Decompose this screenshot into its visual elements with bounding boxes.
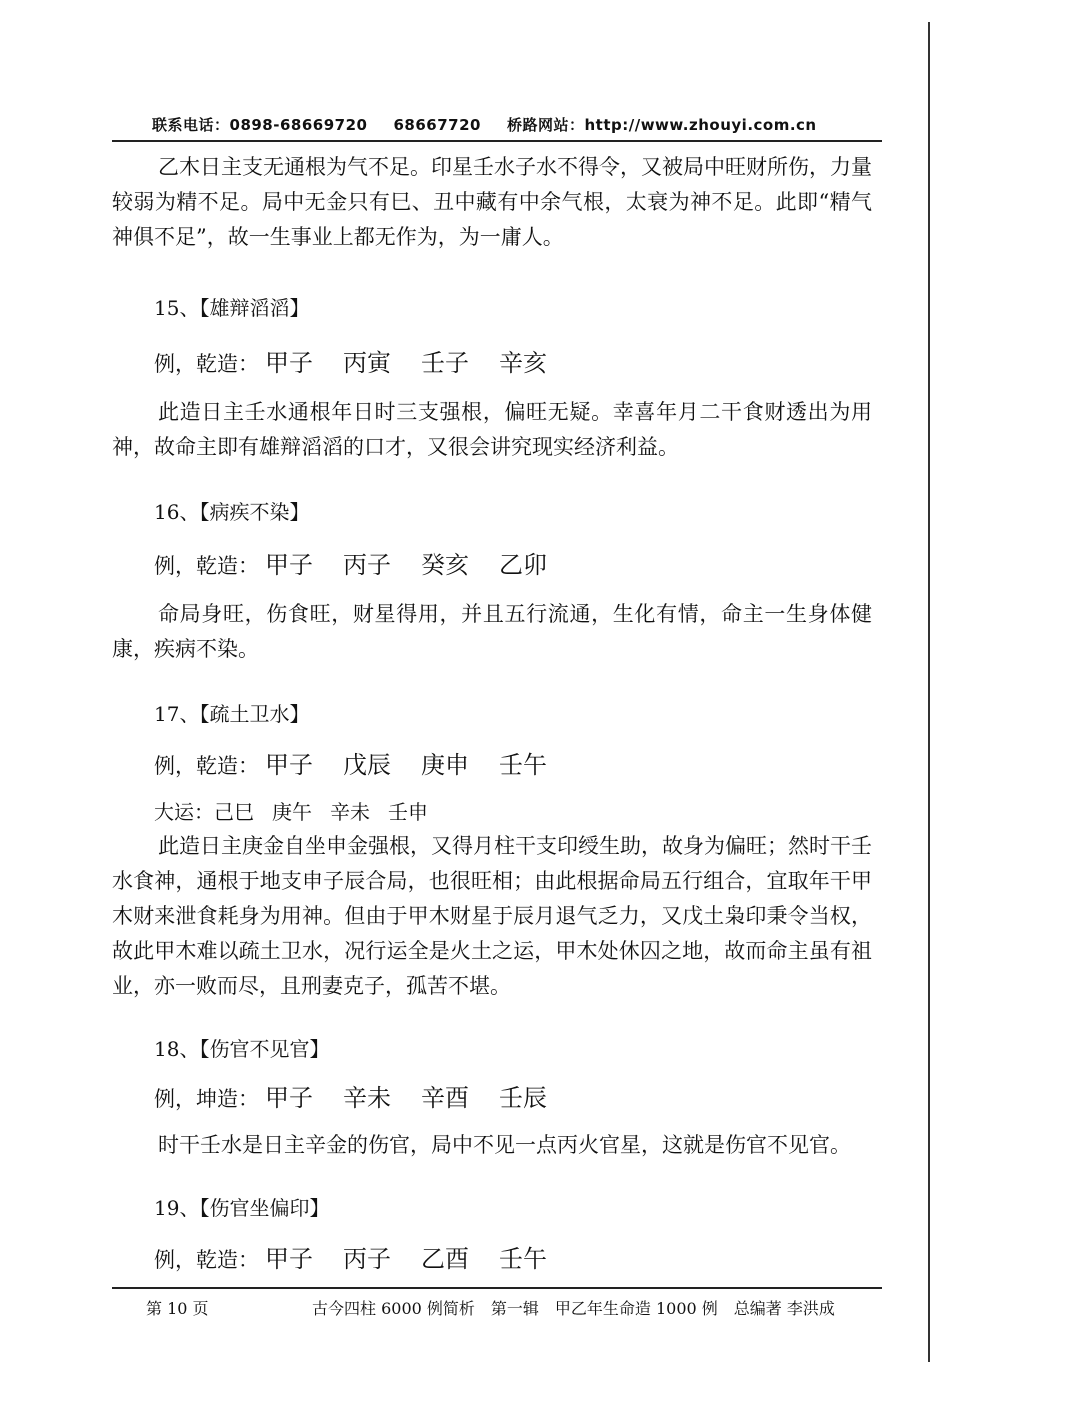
section-title-17: 17、【疏土卫水】 [154,702,310,726]
header-phone-2: 68667720 [393,116,481,134]
pillar-year: 甲子 [265,1084,313,1112]
pillar-day: 癸亥 [421,551,469,579]
page-header [152,114,817,135]
page-body [112,150,872,1279]
luck-pillar: 庚午 [272,800,312,824]
chart-label: 例，乾造： [154,352,259,376]
pillar-year: 甲子 [265,751,313,779]
pillar-day: 辛酉 [421,1084,469,1112]
chart-label: 例，乾造： [154,754,259,778]
luck-label: 大运： [154,800,214,824]
pillar-hour: 壬午 [499,1245,547,1273]
pillar-month: 戊辰 [343,751,391,779]
section-title-16: 16、【病疾不染】 [154,500,310,524]
section-text-15: 此造日主壬水通根年日时三支强根，偏旺无疑。幸喜年月二干食财透出为用神，故命主即有雄辩滔滔的口才，又很会讲究现实经济利益。 [112,400,872,459]
pillar-month: 丙子 [343,551,391,579]
intro-paragraph: 乙木日主支无通根为气不足。印星壬水子水不得令，又被局中旺财所伤，力量较弱为精不足。局中无金只有巳、丑中藏有中余气根，太衰为神不足。此即“精气神俱不足”，故一生事业上都无作为，为一庸人。 [112,155,872,249]
pillar-hour: 乙卯 [499,551,547,579]
luck-pillar: 壬申 [388,800,428,824]
section-text-16: 命局身旺，伤食旺，财星得用，并且五行流通，生化有情，命主一生身体健康，疾病不染。 [112,602,872,661]
pillar-day: 乙酉 [421,1245,469,1273]
chart-pillars-16 [112,545,872,585]
pillar-hour: 壬辰 [499,1084,547,1112]
chart-pillars-17 [112,745,872,785]
pillar-day: 壬子 [421,349,469,377]
pillar-year: 甲子 [265,551,313,579]
pillar-year: 甲子 [265,1245,313,1273]
pillar-month: 丙寅 [343,349,391,377]
chart-label: 例，乾造： [154,554,259,578]
right-margin-rule [928,22,930,1362]
chart-label: 例，坤造： [154,1087,259,1111]
header-divider [112,140,882,142]
header-phone: 联系电话：0898-68669720 [152,116,368,134]
section-title-18: 18、【伤官不见官】 [154,1037,330,1061]
luck-pillars-17 [112,795,872,829]
chart-pillars-19 [112,1239,872,1279]
chart-pillars-15 [112,343,872,383]
luck-pillar: 辛未 [330,800,370,824]
chart-label: 例，乾造： [154,1248,259,1272]
pillar-month: 辛未 [343,1084,391,1112]
luck-pillar: 己巳 [214,800,254,824]
page-number: 第 10 页 [146,1299,209,1318]
section-title-15: 15、【雄辩滔滔】 [154,296,310,320]
chart-pillars-18 [112,1078,872,1118]
section-text-18: 时干壬水是日主辛金的伤官，局中不见一点丙火官星，这就是伤官不见官。 [158,1133,851,1157]
pillar-year: 甲子 [265,349,313,377]
header-website: 桥路网站：http://www.zhouyi.com.cn [506,116,817,134]
section-title-19: 19、【伤官坐偏印】 [154,1196,330,1220]
pillar-hour: 辛亥 [499,349,547,377]
footer-divider [112,1287,882,1289]
section-text-17: 此造日主庚金自坐申金强根，又得月柱干支印绶生助，故身为偏旺；然时干壬水食神，通根于地支申子辰合局，也很旺相；由此根据命局五行组合，宜取年干甲木财来泄食耗身为用神。但由于甲木财星于辰月退气乏力，又戊土枭印秉令当权，故此甲木难以疏土卫水，况行运全是火土之运，甲木处休囚之地，故而命主虽有祖业，亦一败而尽，且刑妻克子，孤苦不堪。 [112,834,872,998]
book-info: 古今四柱 6000 例简析 第一辑 甲乙年生命造 1000 例 总编著 李洪成 [312,1299,835,1318]
pillar-month: 丙子 [343,1245,391,1273]
pillar-hour: 壬午 [499,751,547,779]
pillar-day: 庚申 [421,751,469,779]
